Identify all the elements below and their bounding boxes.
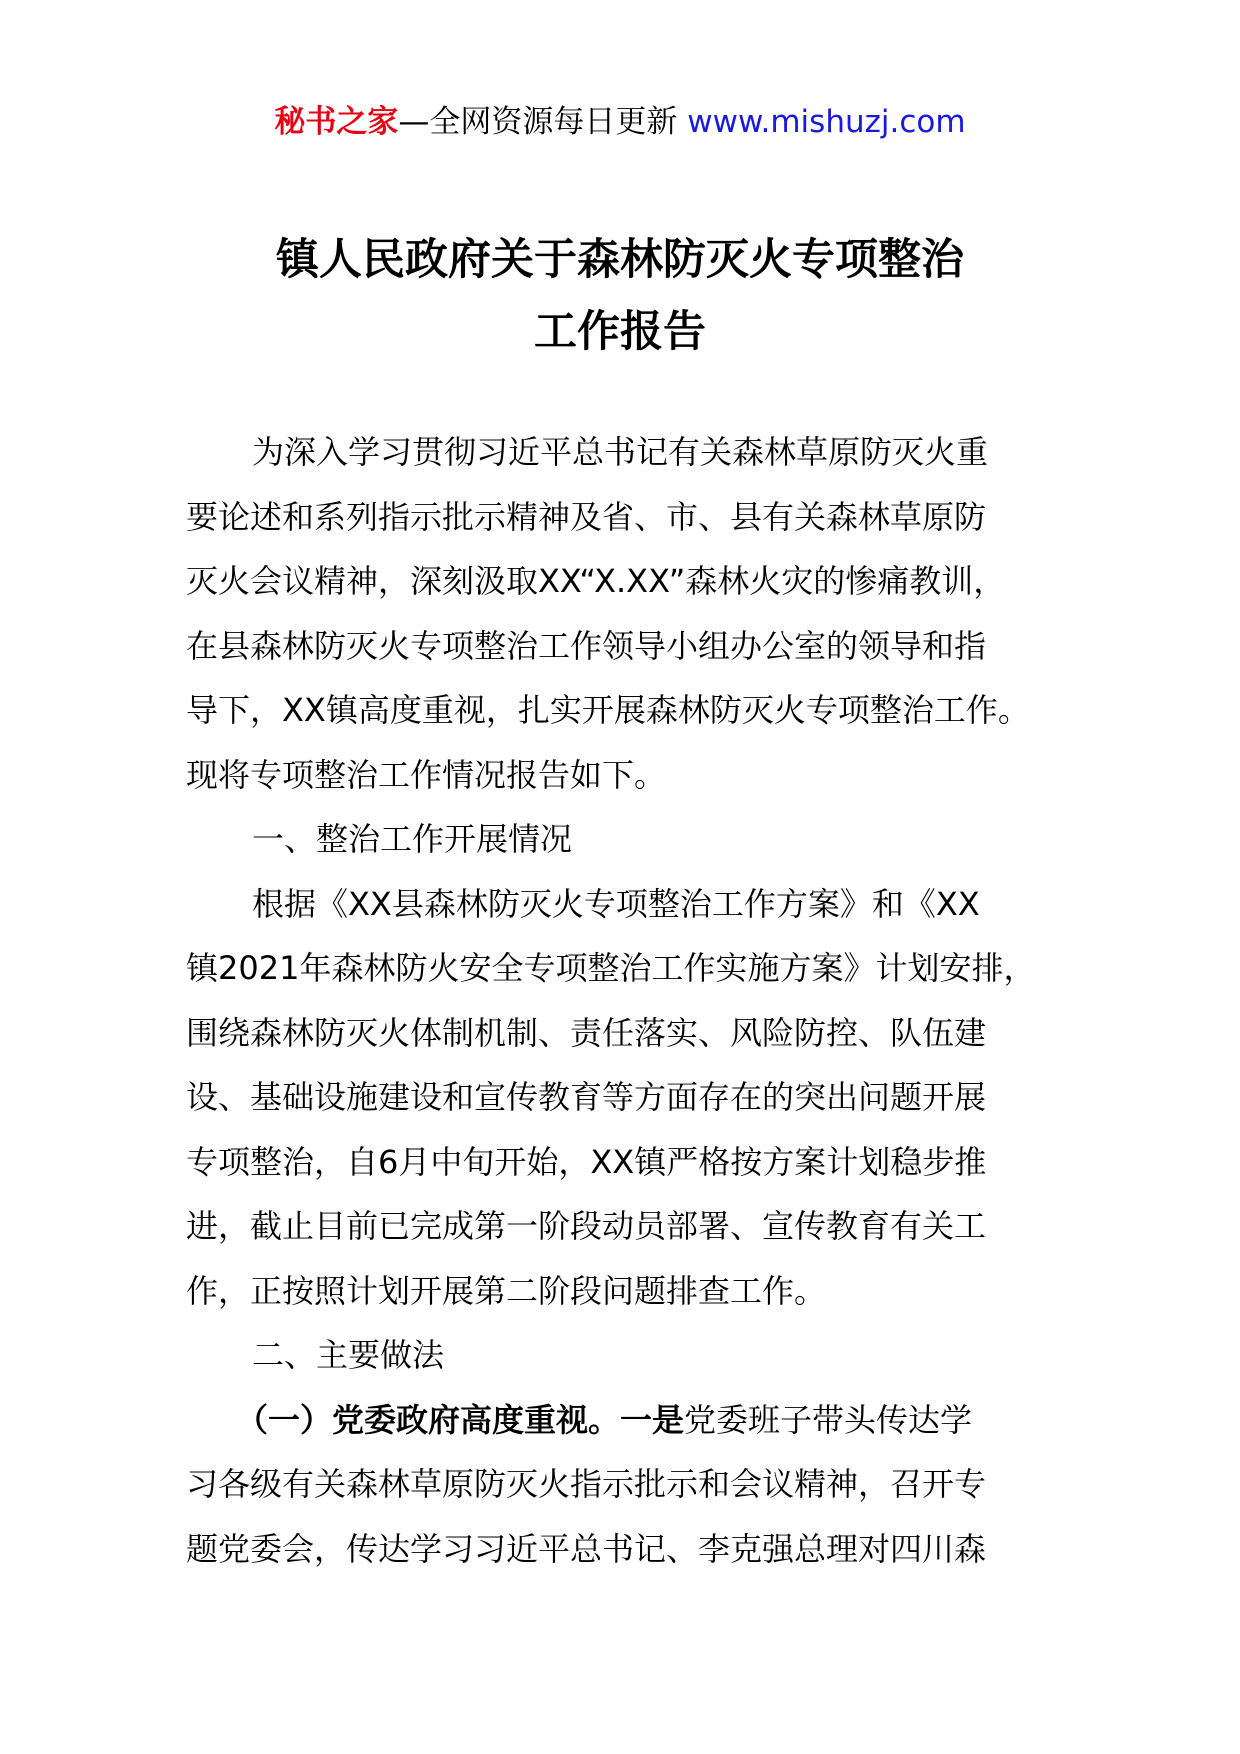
section-heading-1: 一、整治工作开展情况 bbox=[252, 820, 573, 858]
text-line: 灭火会议精神，深刻汲取XX“X.XX”森林火灾的惨痛教训， bbox=[186, 562, 1006, 600]
paragraph-intro bbox=[186, 420, 1086, 807]
text-line: 进，截止目前已完成第一阶段动员部署、宣传教育有关工 bbox=[186, 1207, 987, 1245]
subsection-heading: （一）党委政府高度重视。 bbox=[236, 1400, 621, 1439]
title-line-2: 工作报告 bbox=[534, 307, 706, 357]
point-marker: 一是 bbox=[620, 1400, 685, 1439]
text-line: 为深入学习贯彻习近平总书记有关森林草原防灭火重 bbox=[252, 433, 989, 471]
document-title bbox=[0, 224, 1240, 368]
text-line: 专项整治，自6月中旬开始，XX镇严格按方案计划稳步推 bbox=[186, 1142, 987, 1181]
text-line: 现将专项整治工作情况报告如下。 bbox=[186, 755, 667, 794]
title-line-1: 镇人民政府关于森林防灭火专项整治 bbox=[276, 235, 964, 285]
text-line: 导下，XX镇高度重视，扎实开展森林防灭火专项整治工作。 bbox=[186, 691, 1030, 729]
text-line: 围绕森林防灭火体制机制、责任落实、风险防控、队伍建 bbox=[186, 1013, 987, 1052]
site-header bbox=[0, 100, 1240, 144]
text-line: 根据《XX县森林防灭火专项整治工作方案》和《XX bbox=[252, 884, 980, 923]
text-run: 党委班子带头传达学 bbox=[684, 1400, 973, 1439]
document-body bbox=[186, 420, 1086, 1581]
text-line: 要论述和系列指示批示精神及省、市、县有关森林草原防 bbox=[186, 497, 987, 536]
text-line: 习各级有关森林草原防灭火指示批示和会议精神，召开专 bbox=[186, 1465, 987, 1503]
site-url-link[interactable]: www.mishuzj.com bbox=[687, 104, 966, 140]
text-line: 题党委会，传达学习习近平总书记、李克强总理对四川森 bbox=[186, 1529, 987, 1568]
paragraph-work-progress bbox=[186, 872, 1086, 1324]
text-line: 作，正按照计划开展第二阶段问题排查工作。 bbox=[186, 1271, 827, 1310]
paragraph-party-attention bbox=[186, 1388, 1086, 1582]
text-line: 设、基础设施建设和宣传教育等方面存在的突出问题开展 bbox=[186, 1078, 987, 1116]
section-heading-2: 二、主要做法 bbox=[252, 1336, 445, 1374]
text-line bbox=[186, 1388, 1086, 1453]
brand-name: 秘书之家 bbox=[274, 104, 399, 140]
header-tagline: —全网资源每日更新 bbox=[398, 104, 678, 140]
text-line: 在县森林防灭火专项整治工作领导小组办公室的领导和指 bbox=[186, 626, 987, 665]
text-line: 镇2021年森林防火安全专项整治工作实施方案》计划安排， bbox=[186, 949, 1036, 987]
